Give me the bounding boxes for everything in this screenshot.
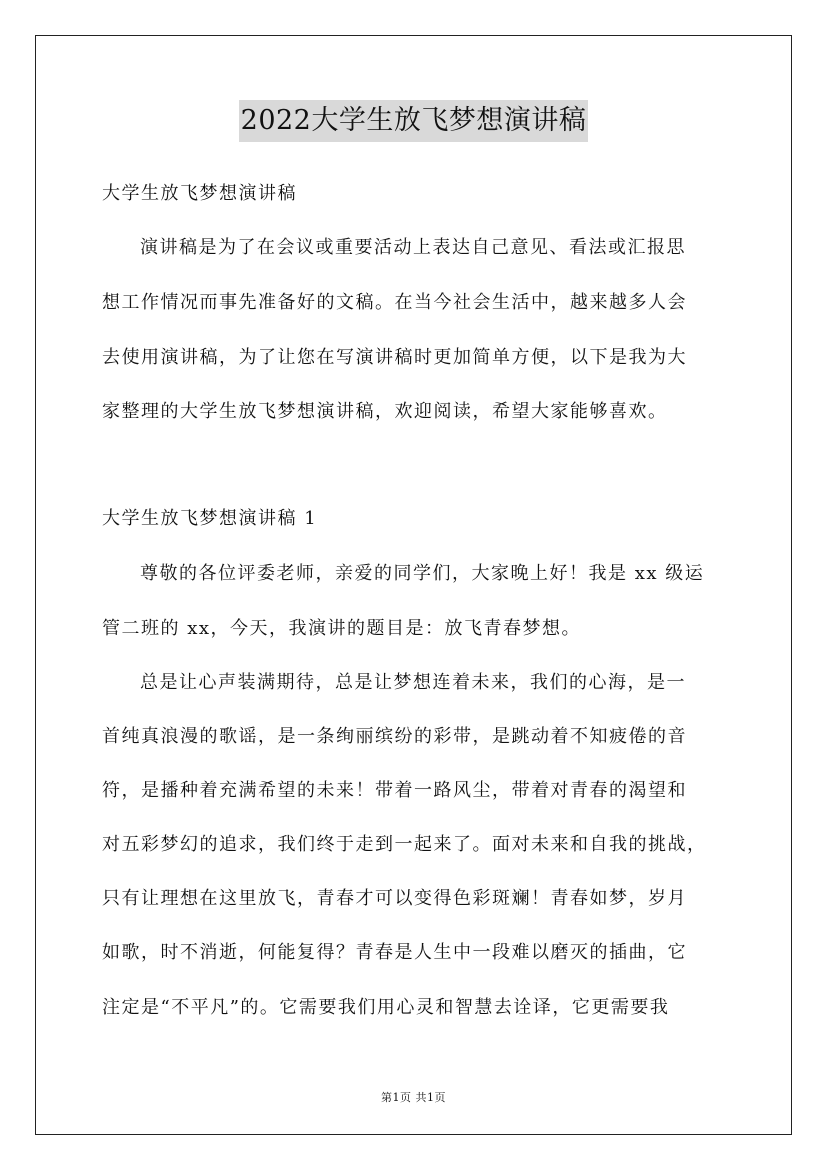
paragraph-line: 总是让心声装满期待，总是让梦想连着未来，我们的心海，是一 [140, 672, 686, 693]
paragraph-line: 只有让理想在这里放飞，青春才可以变得色彩斑斓！青春如梦，岁月 [102, 888, 687, 909]
paragraph-line: 如歌，时不消逝，何能复得？青春是人生中一段难以磨灭的插曲，它 [102, 942, 687, 963]
intro-line: 演讲稿是为了在会议或重要活动上表达自己意见、看法或汇报思 [140, 237, 686, 258]
document-subtitle: 大学生放飞梦想演讲稿 [102, 183, 297, 204]
intro-line: 想工作情况而事先准备好的文稿。在当今社会生活中，越来越多人会 [102, 292, 687, 313]
intro-line: 家整理的大学生放飞梦想演讲稿，欢迎阅读，希望大家能够喜欢。 [102, 401, 668, 422]
paragraph-line: 管二班的 xx，今天，我演讲的题目是：放飞青春梦想。 [102, 618, 582, 639]
paragraph-line: 注定是“不平凡”的。它需要我们用心灵和智慧去诠译，它更需要我 [102, 997, 670, 1018]
intro-line: 去使用演讲稿，为了让您在写演讲稿时更加简单方便，以下是我为大 [102, 347, 687, 368]
section-heading: 大学生放飞梦想演讲稿 1 [102, 508, 318, 529]
document-title [0, 100, 827, 142]
page-footer: 第1页 共1页 [381, 1091, 446, 1104]
paragraph-line: 尊敬的各位评委老师，亲爱的同学们，大家晚上好！我是 xx 级运 [140, 563, 705, 584]
paragraph-line: 对五彩梦幻的追求，我们终于走到一起来了。面对未来和自我的挑战， [102, 834, 707, 855]
paragraph-line: 首纯真浪漫的歌谣，是一条绚丽缤纷的彩带，是跳动着不知疲倦的音 [102, 726, 687, 747]
document-title-text: 2022大学生放飞梦想演讲稿 [239, 100, 589, 142]
paragraph-line: 符，是播种着充满希望的未来！带着一路风尘，带着对青春的渴望和 [102, 780, 687, 801]
